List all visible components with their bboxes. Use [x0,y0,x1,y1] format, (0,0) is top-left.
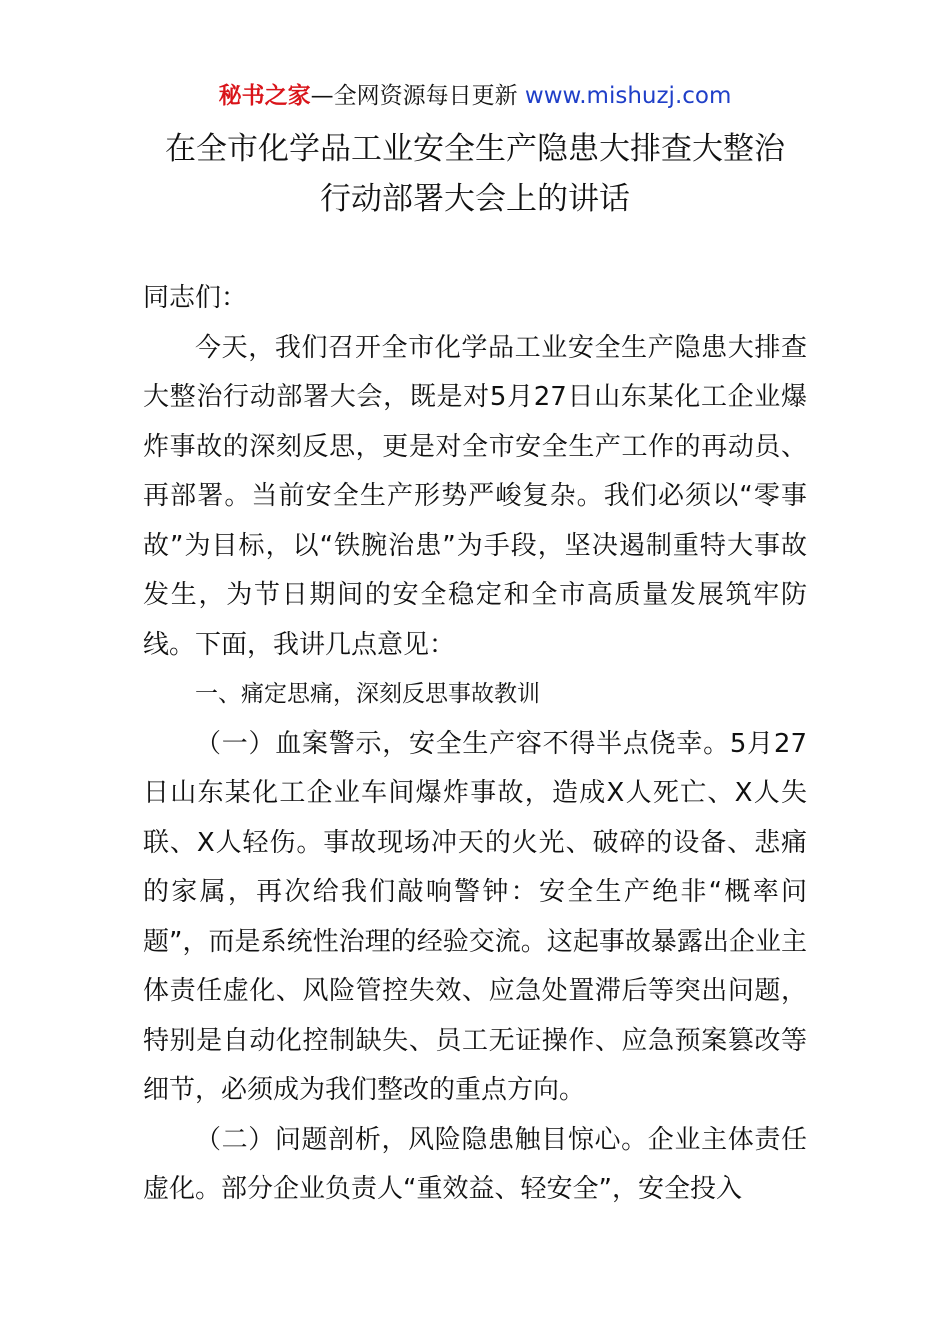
paragraph-subsection-2: （二）问题剖析，风险隐患触目惊心。企业主体责任虚化。部分企业负责人“重效益、轻安全”，安全投入 [143,1124,807,1204]
document-title [0,124,950,224]
title-line-2: 行动部署大会上的讲话 [320,181,630,217]
site-url-link[interactable]: www.mishuzj.com [524,83,732,109]
section-heading-1: 一、痛定思痛，深刻反思事故教训 [195,681,540,707]
site-banner [0,80,950,112]
banner-tagline: —全网资源每日更新 [310,83,525,109]
paragraph-intro: 今天，我们召开全市化学品工业安全生产隐患大排查大整治行动部署大会，既是对5月27日山东某化工企业爆炸事故的深刻反思，更是对全市安全生产工作的再动员、再部署。当前安全生产形势严峻复杂。我们必须以“零事故”为目标，以“铁腕治患”为手段，坚决遏制重特大事故发生，为节日期间的安全稳定和全市高质量发展筑牢防线。下面，我讲几点意见： [143,332,807,660]
brand-name: 秘书之家 [218,83,311,109]
paragraph-subsection-1: （一）血案警示，安全生产容不得半点侥幸。5月27日山东某化工企业车间爆炸事故，造成X人死亡、X人失联、X人轻伤。事故现场冲天的火光、破碎的设备、悲痛的家属，再次给我们敲响警钟：安全生产绝非“概率问题”，而是系统性治理的经验交流。这起事故暴露出企业主体责任虚化、风险管控失效、应急处置滞后等突出问题，特别是自动化控制缺失、员工无证操作、应急预案篡改等细节，必须成为我们整改的重点方向。 [143,728,807,1105]
document-body [143,274,807,1215]
salutation: 同志们： [143,283,248,313]
title-line-1: 在全市化学品工业安全生产隐患大排查大整治 [165,131,785,167]
